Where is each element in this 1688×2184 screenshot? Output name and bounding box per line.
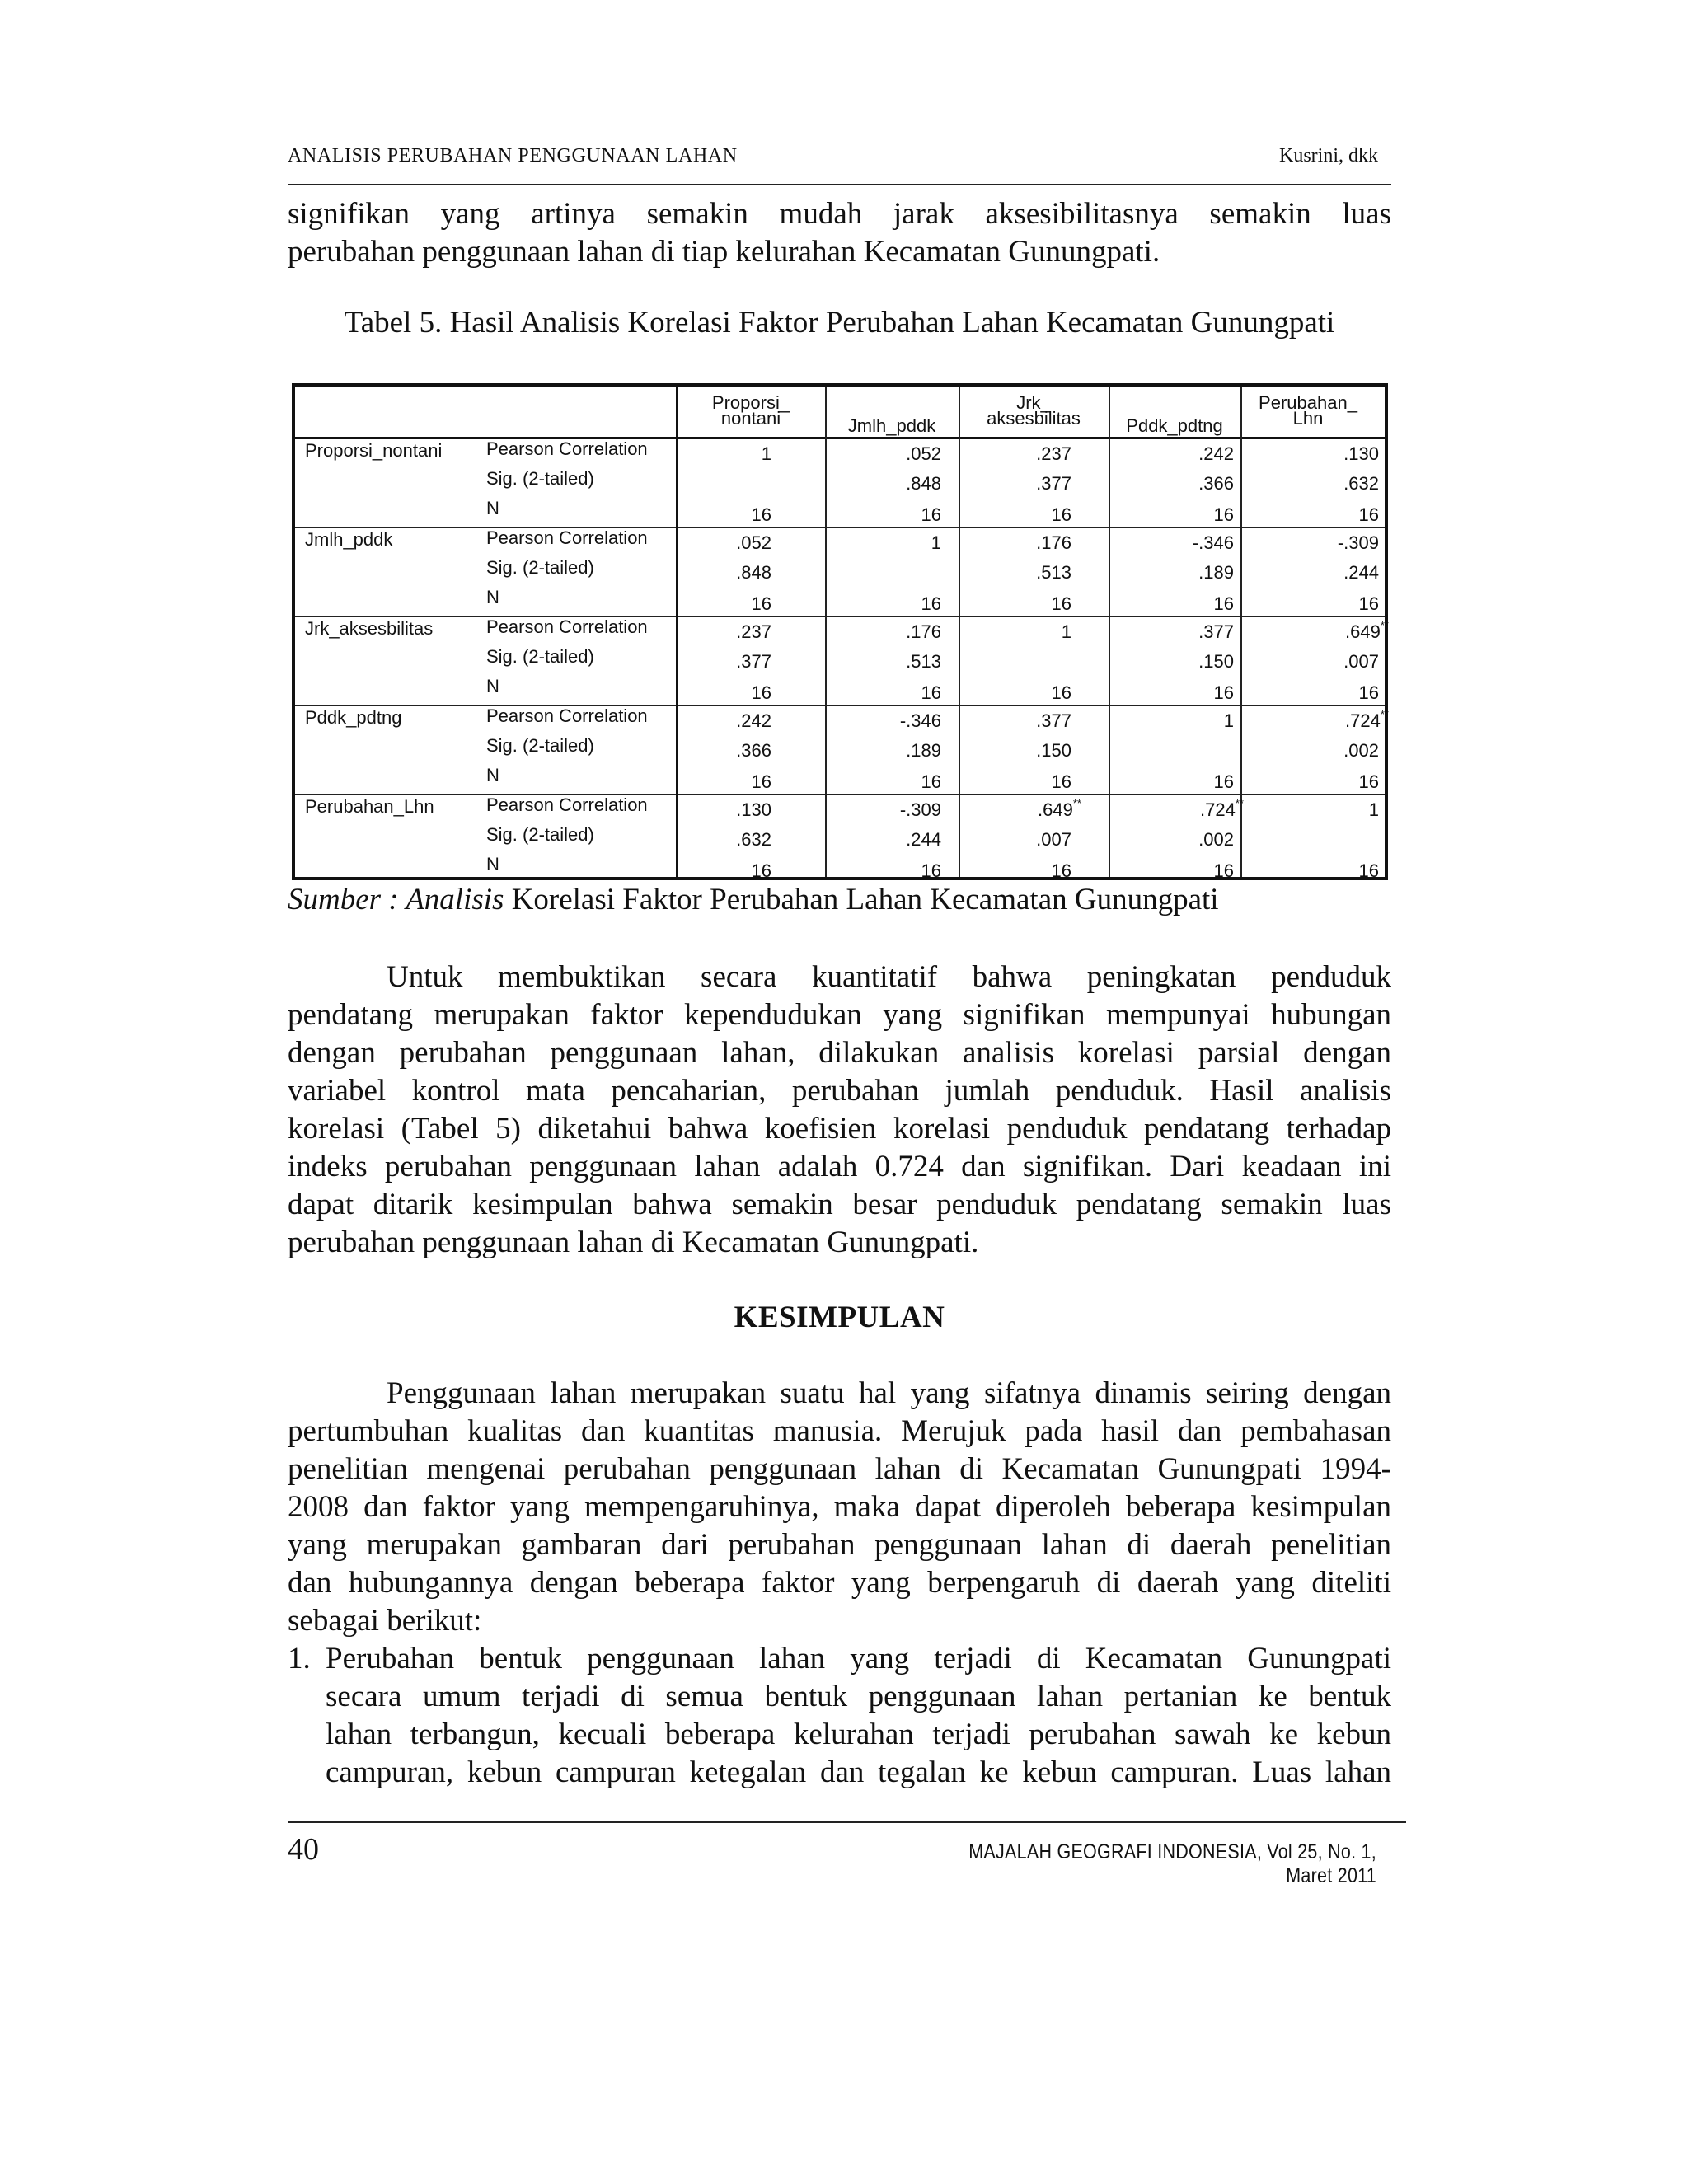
significance-marker: ** [1380, 619, 1389, 631]
table-cell: .189 [906, 740, 941, 761]
table-cell: -.346 [899, 710, 941, 731]
table-row-rule [295, 794, 1385, 795]
page-number: 40 [288, 1832, 319, 1867]
table-cell: 16 [1213, 593, 1234, 614]
text-line: variabel kontrol mata pencaharian, perubahan jumlah penduduk. Hasil analisis [288, 1074, 1391, 1108]
text-line: lahan terbangun, kecuali beberapa kelurahan terjadi perubahan sawah ke kebun [326, 1718, 1391, 1751]
table-cell: 16 [1051, 860, 1071, 881]
cell-value: .724 [1200, 799, 1236, 820]
text-line: perubahan penggunaan lahan di tiap kelurahan Kecamatan Gunungpati. [288, 235, 1160, 269]
table-cell: 1 [1368, 799, 1379, 820]
significance-marker: ** [1380, 708, 1389, 720]
table-cell: .377 [1036, 473, 1071, 494]
text-line: sebagai berikut: [288, 1604, 482, 1638]
table-cell [1265, 710, 1389, 732]
text-line: Penggunaan lahan merupakan suatu hal yang sifatnya dinamis seiring dengan [387, 1376, 1391, 1410]
paragraph-analysis [288, 958, 1391, 1262]
row-stat-label: Pearson Correlation [486, 527, 648, 548]
table-source [288, 882, 1219, 917]
text-line: indeks perubahan penggunaan lahan adalah 0.724 dan signifikan. Dari keadaan ini [288, 1150, 1391, 1183]
table-cell: 16 [921, 682, 941, 703]
row-stat-label: N [486, 498, 499, 518]
text-line: dapat ditarik kesimpulan bahwa semakin besar penduduk pendatang semakin luas [288, 1188, 1391, 1221]
table-cell: -.309 [899, 799, 941, 820]
table-cell: 16 [1051, 593, 1071, 614]
paragraph-conclusion [288, 1375, 1391, 1640]
table-cell: 16 [1213, 504, 1234, 525]
table-cell: .007 [1036, 829, 1071, 850]
row-stat-label: Sig. (2-tailed) [486, 646, 594, 667]
table-cell: .150 [1036, 740, 1071, 761]
table-cell: 16 [1213, 771, 1234, 792]
header-rule [288, 184, 1391, 185]
table-cell: 16 [1358, 682, 1379, 703]
table-cell: .244 [906, 829, 941, 850]
row-stat-label: N [486, 765, 499, 785]
row-stat-label: Pearson Correlation [486, 616, 648, 637]
table-cell: 1 [1223, 710, 1234, 731]
list-marker: 1. [288, 1642, 311, 1675]
column-header: Lhn [1292, 408, 1324, 429]
row-stat-label: N [486, 854, 499, 874]
table-cell: 16 [1358, 771, 1379, 792]
table-cell: .002 [1343, 740, 1379, 761]
cell-value: .649 [1038, 799, 1073, 820]
table-cell: 16 [1358, 593, 1379, 614]
text-line: Untuk membuktikan secara kuantitatif bahwa peningkatan penduduk [387, 960, 1391, 994]
row-stat-label: Sig. (2-tailed) [486, 557, 594, 578]
table-cell: 16 [1213, 860, 1234, 881]
table-cell: .242 [736, 710, 771, 731]
table-cell: .237 [736, 621, 771, 642]
table-row-rule [295, 616, 1385, 617]
table-cell: 1 [1061, 621, 1071, 642]
text-line: pertumbuhan kualitas dan kuantitas manusia. Merujuk pada hasil dan pembahasan [288, 1414, 1391, 1448]
table-cell: 16 [921, 593, 941, 614]
text-line: penelitian mengenai perubahan penggunaan lahan di Kecamatan Gunungpati 1994- [288, 1452, 1391, 1486]
column-header: nontani [720, 408, 781, 429]
cell-value: .724 [1345, 710, 1381, 731]
row-stat-label: Pearson Correlation [486, 794, 648, 815]
table-cell: .176 [906, 621, 941, 642]
table-cell: 16 [1051, 682, 1071, 703]
row-stat-label: Sig. (2-tailed) [486, 735, 594, 756]
row-stat-label: Pearson Correlation [486, 705, 648, 726]
correlation-table [292, 383, 1388, 880]
table-cell: .632 [1343, 473, 1379, 494]
text-line: yang merupakan gambaran dari perubahan penggunaan lahan di daerah penelitian [288, 1528, 1391, 1562]
table-cell: .176 [1036, 532, 1071, 553]
row-variable-label: Perubahan_Lhn [305, 796, 434, 817]
column-header: aksesbilitas [987, 408, 1081, 429]
table-cell: .052 [906, 443, 941, 464]
table-cell: .366 [1198, 473, 1234, 494]
significance-marker: ** [1235, 797, 1244, 809]
running-header-authors: Kusrini, dkk [1279, 145, 1378, 166]
table-cell: .377 [1036, 710, 1071, 731]
table-cell: .632 [736, 829, 771, 850]
row-stat-label: N [486, 587, 499, 607]
text-line: dan hubungannya dengan beberapa faktor yang berpengaruh di daerah yang diteliti [288, 1566, 1391, 1600]
table-row-rule [295, 705, 1385, 706]
table-cell: 16 [921, 771, 941, 792]
table-cell: -.309 [1337, 532, 1379, 553]
text-line: campuran, kebun campuran ketegalan dan tegalan ke kebun campuran. Luas lahan [326, 1755, 1391, 1789]
table-row-rule [295, 527, 1385, 528]
table-cell: .377 [736, 651, 771, 672]
column-header: Jmlh_pddk [847, 415, 936, 436]
list-item [288, 1640, 1391, 1792]
text-line: secara umum terjadi di semua bentuk penggunaan lahan pertanian ke bentuk [326, 1680, 1391, 1713]
table-cell [1120, 799, 1244, 821]
table-cell: .244 [1343, 562, 1379, 583]
table-cell: 16 [1358, 860, 1379, 881]
table-cell: 16 [751, 593, 771, 614]
column-header: Jrk_ [1016, 392, 1051, 413]
text-line: perubahan penggunaan lahan di Kecamatan Gunungpati. [288, 1226, 979, 1259]
table-cell: .848 [736, 562, 771, 583]
table-cell: 16 [751, 771, 771, 792]
source-text: Korelasi Faktor Perubahan Lahan Kecamatan Gunungpati [504, 883, 1219, 916]
table-cell: 16 [1051, 771, 1071, 792]
intro-paragraph [288, 195, 1391, 271]
row-stat-label: Sig. (2-tailed) [486, 468, 594, 489]
table-header-rule [295, 437, 1385, 439]
table-cell [958, 799, 1081, 821]
column-header: Pddk_pdtng [1126, 415, 1223, 436]
row-variable-label: Jmlh_pddk [305, 529, 393, 550]
journal-citation: MAJALAH GEOGRAFI INDONESIA, Vol 25, No. 1, Maret 2011 [968, 1840, 1376, 1887]
table-cell: .052 [736, 532, 771, 553]
table-cell: 16 [921, 860, 941, 881]
text-line: dengan perubahan penggunaan lahan, dilakukan analisis korelasi parsial dengan [288, 1036, 1391, 1070]
text-line: Perubahan bentuk penggunaan lahan yang terjadi di Kecamatan Gunungpati [326, 1642, 1391, 1675]
source-italic: Sumber : Analisis [288, 883, 504, 916]
column-header: Perubahan_ [1259, 392, 1357, 413]
table-cell: 1 [761, 443, 771, 464]
table-cell: .150 [1198, 651, 1234, 672]
running-header-title: ANALISIS PERUBAHAN PENGGUNAAN LAHAN [288, 145, 738, 166]
section-heading: KESIMPULAN [734, 1301, 945, 1334]
table-cell: .002 [1198, 829, 1234, 850]
row-variable-label: Pddk_pdtng [305, 707, 402, 728]
table-cell: .242 [1198, 443, 1234, 464]
table-cell: 16 [1358, 504, 1379, 525]
footer-rule [288, 1821, 1406, 1823]
table-cell: .189 [1198, 562, 1234, 583]
table-caption: Tabel 5. Hasil Analisis Korelasi Faktor Perubahan Lahan Kecamatan Gunungpati [344, 306, 1335, 340]
table-cell: .366 [736, 740, 771, 761]
text-line: signifikan yang artinya semakin mudah jarak aksesibilitasnya semakin luas [288, 197, 1391, 231]
table-cell: .848 [906, 473, 941, 494]
table-cell: 16 [751, 682, 771, 703]
text-line: 2008 dan faktor yang mempengaruhinya, maka dapat diperoleh beberapa kesimpulan [288, 1490, 1391, 1524]
row-stat-label: N [486, 676, 499, 696]
text-line: korelasi (Tabel 5) diketahui bahwa koefisien korelasi penduduk pendatang terhadap [288, 1112, 1391, 1146]
significance-marker: ** [1072, 797, 1081, 809]
row-stat-label: Sig. (2-tailed) [486, 824, 594, 845]
row-variable-label: Proporsi_nontani [305, 440, 443, 461]
table-cell: 1 [931, 532, 941, 553]
table-cell: .513 [1036, 562, 1071, 583]
table-cell: .377 [1198, 621, 1234, 642]
row-stat-label: Pearson Correlation [486, 438, 648, 459]
row-variable-label: Jrk_aksesbilitas [305, 618, 434, 639]
text-line: pendatang merupakan faktor kependudukan yang signifikan mempunyai hubungan [288, 998, 1391, 1032]
cell-value: .649 [1345, 621, 1381, 642]
table-cell: 16 [1051, 504, 1071, 525]
table-cell: -.346 [1192, 532, 1234, 553]
table-cell [1265, 621, 1389, 643]
table-cell: 16 [1213, 682, 1234, 703]
table-cell: .237 [1036, 443, 1071, 464]
table-cell: .130 [1343, 443, 1379, 464]
column-header: Proporsi_ [711, 392, 790, 413]
table-cell: 16 [921, 504, 941, 525]
table-cell: .130 [736, 799, 771, 820]
table-cell: .007 [1343, 651, 1379, 672]
table-cell: 16 [751, 504, 771, 525]
table-cell: .513 [906, 651, 941, 672]
table-cell: 16 [751, 860, 771, 881]
